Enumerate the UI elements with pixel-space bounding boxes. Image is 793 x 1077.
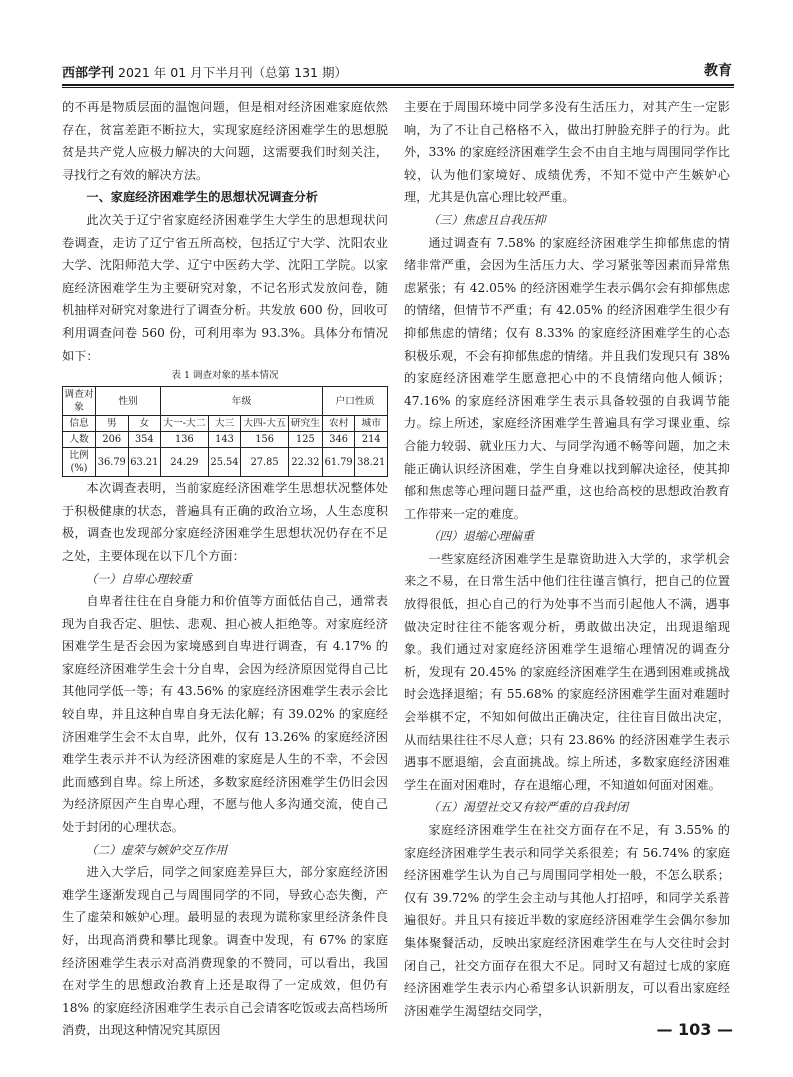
table-cell: 22.32 xyxy=(288,448,322,477)
table-cell: 156 xyxy=(241,432,289,448)
table-cell: 61.79 xyxy=(322,448,355,477)
table-caption: 表 1 调查对象的基本情况 xyxy=(171,370,279,382)
paragraph: 此次关于辽宁省家庭经济困难学生大学生的思想现状问卷调查，走访了辽宁省五所高校，包括辽宁大学、沈阳农业大学、沈阳师范大学、辽宁中医药大学、沈阳工学院。以家庭经济困难学生为主要研究对象，不记名形式发放问卷，随机抽样对研究对象进行了调查分析。共发放 600 份，回收可利用调查问卷 560 份，可利用率为 93.3%。具体分布情况如下： xyxy=(62,212,388,363)
right-column xyxy=(404,96,730,1022)
table-cell: 户口性质 xyxy=(322,387,387,416)
subsection-heading: （五）渴望社交又有较严重的自我封闭 xyxy=(427,800,629,815)
table-header-row xyxy=(63,387,388,416)
journal-issue: 2021 年 01 月下半月刊（总第 131 期） xyxy=(118,65,347,80)
table-cell: 性别 xyxy=(96,387,161,416)
table-cell: 125 xyxy=(288,432,322,448)
page-number: — 103 — xyxy=(656,1020,733,1039)
paragraph: 主要在于周围环境中同学多没有生活压力，对其产生一定影响，为了不让自己格格不入，做出打肿脸充胖子的行为。此外，33% 的家庭经济困难学生会不由自主地与周围同学作比较，认为他们家境好、成绩优秀，不知不觉中产生嫉妒心理，尤其是仇富心理比较严重。 xyxy=(404,100,730,205)
running-header xyxy=(62,60,734,82)
subsection-heading: （三）焦虑且自我压抑 xyxy=(427,212,546,227)
subsection-heading: （四）退缩心理偏重 xyxy=(427,529,534,544)
table-cell: 大三 xyxy=(208,416,241,432)
subsection-heading: （一）自卑心理较重 xyxy=(85,571,192,586)
table-cell: 36.79 xyxy=(96,448,129,477)
table-cell: 比例(%) xyxy=(63,448,96,477)
table-cell: 63.21 xyxy=(128,448,161,477)
table-cell: 136 xyxy=(161,432,209,448)
paragraph: 通过调查有 7.58% 的家庭经济困难学生抑郁焦虑的情绪非常严重，会因为生活压力大、学习紧张等因素而异常焦虑紧张；有 42.05% 的经济困难学生表示偶尔会有抑郁焦虑的情绪，但情节不严重；有 42.05% 的经济困难学生很少有抑郁焦虑的情绪；仅有 8.33% 的家庭经济困难学生的心态积极乐观，不会有抑郁焦虑的情绪。并且我们发现只有 38% 的家庭经济困难学生愿意把心中的不良情绪向他人倾诉；47.16% 的家庭经济困难学生表示具备较强的自我调节能力。综上所述，家庭经济困难学生普遍具有学习课业重、综合能力较弱、就业压力大、与同学沟通不畅等问题，加之未能正确认识经济困难，学生自身难以找到解决途径，使其抑郁和焦虑等心理问题日益严重，这也给高校的思想政治教育工作带来一定的难度。 xyxy=(404,235,730,521)
header-rule-thin xyxy=(62,87,734,88)
header-rule xyxy=(62,84,734,86)
table-row xyxy=(63,432,388,448)
table-cell: 214 xyxy=(355,432,388,448)
table-cell: 农村 xyxy=(322,416,355,432)
paragraph: 本次调查表明，当前家庭经济困难学生思想状况整体处于积极健康的状态，普遍具有正确的政治立场，人生态度积极，调查也发现部分家庭经济困难学生思想状况仍存在不足之处，主要体现在以下几个方面： xyxy=(62,481,388,563)
table-cell: 354 xyxy=(128,432,161,448)
section-tag: 教育 xyxy=(704,63,732,79)
table-cell: 研究生 xyxy=(288,416,322,432)
paragraph: 的不再是物质层面的温饱问题，但是相对经济困难家庭依然存在，贫富差距不断拉大，实现家庭经济困难学生的思想脱贫是共产党人应极力解决的大问题，这需要我们时刻关注，寻找行之有效的解决方法。 xyxy=(62,100,388,182)
table-cell: 25.54 xyxy=(208,448,241,477)
paragraph: 家庭经济困难学生在社交方面存在不足，有 3.55% 的家庭经济困难学生表示和同学关系很差；有 56.74% 的家庭经济困难学生认为自己与周围同学相处一般，不怎么联系；仅有 39.72% 的学生会主动与其他人打招呼，和同学关系普遍很好。并且只有接近半数的家庭经济困难学生会偶尔参加集体聚餐活动，反映出家庭经济困难学生在与人交往时会封闭自己，社交方面存在很大不足。同时又有超过七成的家庭经济困难学生表示内心希望多认识新朋友，可以看出家庭经济困难学生渴望结交同学， xyxy=(404,823,730,1018)
table-cell: 调查对象 xyxy=(63,387,96,416)
section-heading: 一、家庭经济困难学生的思想状况调查分析 xyxy=(86,190,318,205)
table-row xyxy=(63,448,388,477)
paragraph: 进入大学后，同学之间家庭差异巨大，部分家庭经济困难学生逐渐发现自己与周围同学的不同，导致心态失衡，产生了虚荣和嫉妒心理。最明显的表现为谎称家里经济条件良好，出现高消费和攀比现象。调查中发现，有 67% 的家庭经济困难学生表示对高消费现象的不赞同，可以看出，我国在对学生的思想政治教育上还是取得了一定成效，但仍有 18% 的家庭经济困难学生表示自己会请客吃饭或去高档场所消费，出现这种情况究其原因 xyxy=(62,865,388,1038)
table-cell: 人数 xyxy=(63,432,96,448)
journal-name: 西部学刊 xyxy=(62,66,115,81)
left-column xyxy=(62,96,388,1042)
table-cell: 大一-大二 xyxy=(161,416,209,432)
subsection-heading: （二）虚荣与嫉妒交互作用 xyxy=(85,842,228,857)
table-cell: 信息 xyxy=(63,416,96,432)
table-cell: 24.29 xyxy=(161,448,209,477)
journal-info xyxy=(62,62,347,81)
table-cell: 年级 xyxy=(161,387,323,416)
table-cell: 143 xyxy=(208,432,241,448)
table-cell: 城市 xyxy=(355,416,388,432)
table-cell: 女 xyxy=(128,416,161,432)
paragraph: 一些家庭经济困难学生是靠资助进入大学的，求学机会来之不易，在日常生活中他们往往谨言慎行，把自己的位置放得很低，担心自己的行为处事不当而引起他人不满，遇事做决定时往往不能客观分析，勇敢做出决定，出现退缩现象。我们通过对家庭经济困难学生退缩心理情况的调查分析，发现有 20.45% 的家庭经济困难学生在遇到困难或挑战时会选择退缩；有 55.68% 的家庭经济困难学生面对难题时会举棋不定，不知如何做出正确决定，往往盲目做出决定，从而结果往往不尽人意；只有 23.86% 的经济困难学生表示遇事不愿退缩，会直面挑战。综上所述，多数家庭经济困难学生在面对困难时，存在退缩心理，不知道如何面对困难。 xyxy=(404,551,730,792)
table-cell: 38.21 xyxy=(355,448,388,477)
table-row xyxy=(63,416,388,432)
table-cell: 346 xyxy=(322,432,355,448)
table-cell: 206 xyxy=(96,432,129,448)
table-cell: 27.85 xyxy=(241,448,289,477)
paragraph: 自卑者往往在自身能力和价值等方面低估自己，通常表现为自我否定、胆怯、悲观、担心被人拒绝等。对家庭经济困难学生是否会因为家境感到自卑进行调查，有 4.17% 的家庭经济困难学生会十分自卑，会因为经济原因觉得自己比其他同学低一等；有 43.56% 的家庭经济困难学生表示会比较自卑，并且这种自卑自身无法化解；有 39.02% 的家庭经济困难学生会不太自卑，此外，仅有 13.26% 的家庭经济困难学生表示并不认为经济困难的家庭是人生的不幸，不会因此而感到自卑。综上所述，多数家庭经济困难学生仍旧会因为经济原因产生自卑心理，不愿与他人多沟通交流，使自己处于封闭的心理状态。 xyxy=(62,594,388,835)
table-cell: 大四-大五 xyxy=(241,416,289,432)
table-cell: 男 xyxy=(96,416,129,432)
survey-table xyxy=(62,386,388,477)
